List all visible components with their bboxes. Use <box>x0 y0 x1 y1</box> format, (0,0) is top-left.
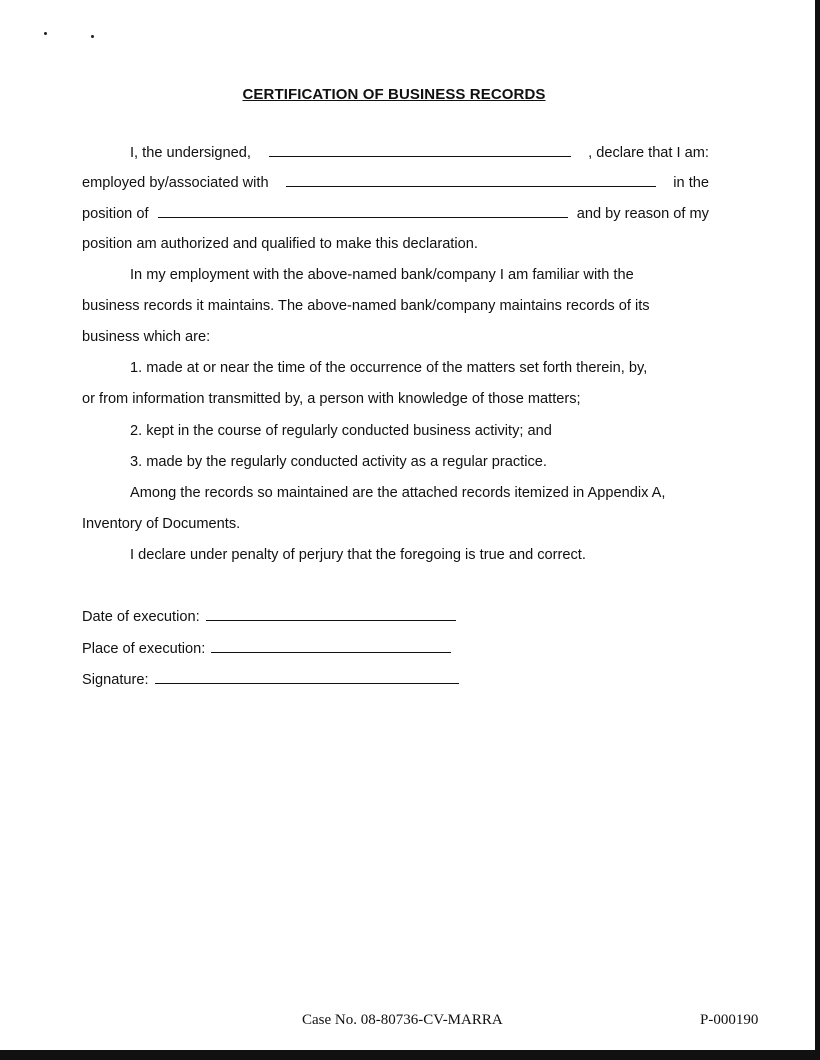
signature-field-row <box>82 669 459 690</box>
undersigned-label: I, the undersigned, <box>130 145 251 161</box>
case-number: Case No. 08-80736-CV-MARRA <box>302 1012 503 1028</box>
document-title: CERTIFICATION OF BUSINESS RECORDS <box>242 86 546 103</box>
para1-line4: position am authorized and qualified to make this declaration. <box>82 236 478 252</box>
date-field-row <box>82 606 456 627</box>
place-label: Place of execution: <box>82 641 206 657</box>
scan-edge-bottom <box>0 1050 820 1060</box>
scan-speck <box>91 35 94 38</box>
signature-blank-line[interactable] <box>155 669 459 684</box>
item3-line: 3. made by the regularly conducted activity as a regular practice. <box>130 454 547 470</box>
item1-line1: 1. made at or near the time of the occurrence of the matters set forth therein, by, <box>130 360 648 376</box>
para3-line1: Among the records so maintained are the attached records itemized in Appendix A, <box>130 485 666 501</box>
item1-line2: or from information transmitted by, a person with knowledge of those matters; <box>82 391 581 407</box>
para1-line3 <box>82 203 709 224</box>
para2-line1: In my employment with the above-named bank/company I am familiar with the <box>130 267 634 283</box>
name-blank-line[interactable] <box>269 142 571 157</box>
scan-edge-right <box>815 0 820 1060</box>
employer-blank-line[interactable] <box>286 172 656 187</box>
declare-text: , declare that I am: <box>588 145 709 161</box>
signature-label: Signature: <box>82 672 149 688</box>
item2-line: 2. kept in the course of regularly conducted business activity; and <box>130 423 552 439</box>
position-blank-line[interactable] <box>158 203 568 218</box>
date-label: Date of execution: <box>82 609 200 625</box>
employed-label: employed by/associated with <box>82 175 269 191</box>
date-blank-line[interactable] <box>206 606 456 621</box>
position-label: position of <box>82 206 149 222</box>
para1-line2 <box>82 172 709 193</box>
in-the-text: in the <box>673 175 709 191</box>
para2-line3: business which are: <box>82 329 211 345</box>
page-number: P-000190 <box>700 1012 759 1028</box>
para2-line2: business records it maintains. The above-named bank/company maintains records of its <box>82 298 650 314</box>
reason-text: and by reason of my <box>576 206 709 222</box>
place-blank-line[interactable] <box>211 638 451 653</box>
para1-line1 <box>130 142 709 163</box>
perjury-declaration: I declare under penalty of perjury that the foregoing is true and correct. <box>130 547 586 563</box>
para3-line2: Inventory of Documents. <box>82 516 241 532</box>
place-field-row <box>82 638 451 659</box>
scan-speck <box>44 32 47 35</box>
